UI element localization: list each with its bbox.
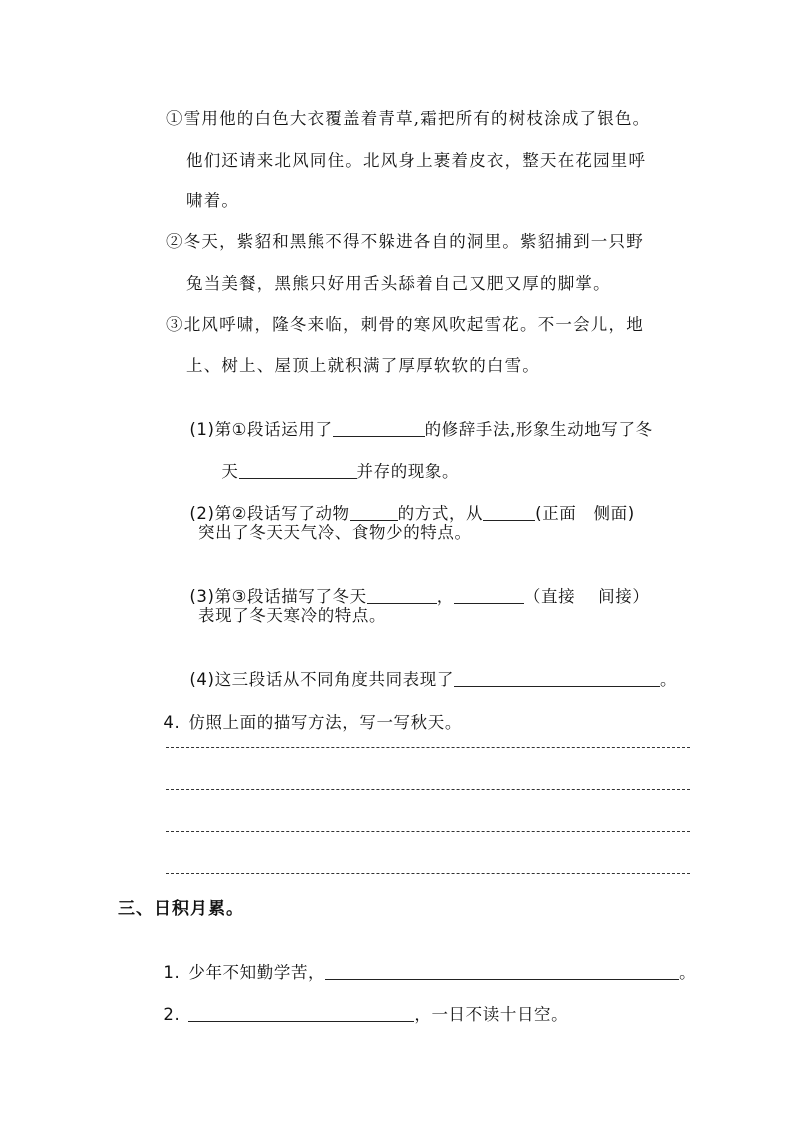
section-3-item-2 (140, 982, 568, 1048)
writing-line[interactable] (166, 831, 690, 832)
answer-blank[interactable] (454, 670, 660, 687)
writing-line[interactable] (166, 873, 690, 874)
question-1-text-a: (1)第①段话运用了 (189, 420, 333, 439)
passage-1-line-3: 啸着。 (186, 191, 240, 210)
question-2-text-c: (正面 侧面) (535, 504, 635, 523)
question-2-text-a: (2)第②段话写了动物 (189, 504, 350, 523)
question-2-text-b: 的方式，从 (397, 504, 484, 523)
question-1-text-b: 的修辞手法,形象生动地写了冬 (424, 420, 653, 439)
answer-blank[interactable] (454, 587, 524, 604)
passage-3-line-1: ③北风呼啸，隆冬来临，刺骨的寒风吹起雪花。不一会儿，地 (166, 315, 644, 334)
question-3-text-b: ， (436, 587, 454, 606)
passage-3-line-2: 上、树上、屋顶上就积满了厚厚软软的白雪。 (186, 356, 540, 375)
answer-blank[interactable] (325, 963, 679, 980)
answer-blank[interactable] (333, 420, 425, 437)
question-3-line-2: 表现了冬天寒冷的特点。 (198, 606, 387, 625)
passage-2-line-2: 兔当美餐，黑熊只好用舌头舔着自己又肥又厚的脚掌。 (186, 274, 611, 293)
question-4-text-a: (4)这三段话从不同角度共同表现了 (189, 670, 454, 689)
task-4-text: 仿照上面的描写方法，写一写秋天。 (188, 713, 462, 732)
item-2-number: 2. (163, 1005, 181, 1024)
question-1-text-d: 并存的现象。 (356, 462, 460, 481)
writing-line[interactable] (166, 747, 690, 748)
question-3-text-a: (3)第③段话描写了冬天 (189, 587, 367, 606)
section-3-heading: 三、日积月累。 (118, 899, 244, 919)
question-2-line-2: 突出了冬天天气冷、食物少的特点。 (198, 523, 472, 542)
writing-line[interactable] (166, 789, 690, 790)
answer-blank[interactable] (367, 587, 437, 604)
passage-2-line-1: ②冬天，紫貂和黑熊不得不躲进各自的洞里。紫貂捕到一只野 (166, 232, 644, 251)
answer-blank[interactable] (350, 504, 398, 521)
answer-blank[interactable] (239, 462, 357, 479)
item-1-number: 1. (163, 963, 181, 982)
item-2-after: ，一日不读十日空。 (414, 1005, 569, 1024)
answer-blank[interactable] (483, 504, 535, 521)
passage-1-line-2: 他们还请来北风同住。北风身上裹着皮衣，整天在花园里呼 (186, 151, 647, 170)
item-1-before: 少年不知勤学苦， (188, 963, 326, 982)
question-4-text-b: 。 (659, 670, 678, 689)
passage-1-line-1: ①雪用他的白色大衣覆盖着青草,霜把所有的树枝涂成了银色。 (166, 109, 651, 128)
answer-blank[interactable] (188, 1005, 414, 1022)
question-3-text-c: （直接 间接） (523, 587, 650, 606)
task-4-number: 4. (163, 713, 181, 732)
item-1-after: 。 (679, 963, 697, 982)
question-1-text-c: 天 (221, 462, 239, 481)
